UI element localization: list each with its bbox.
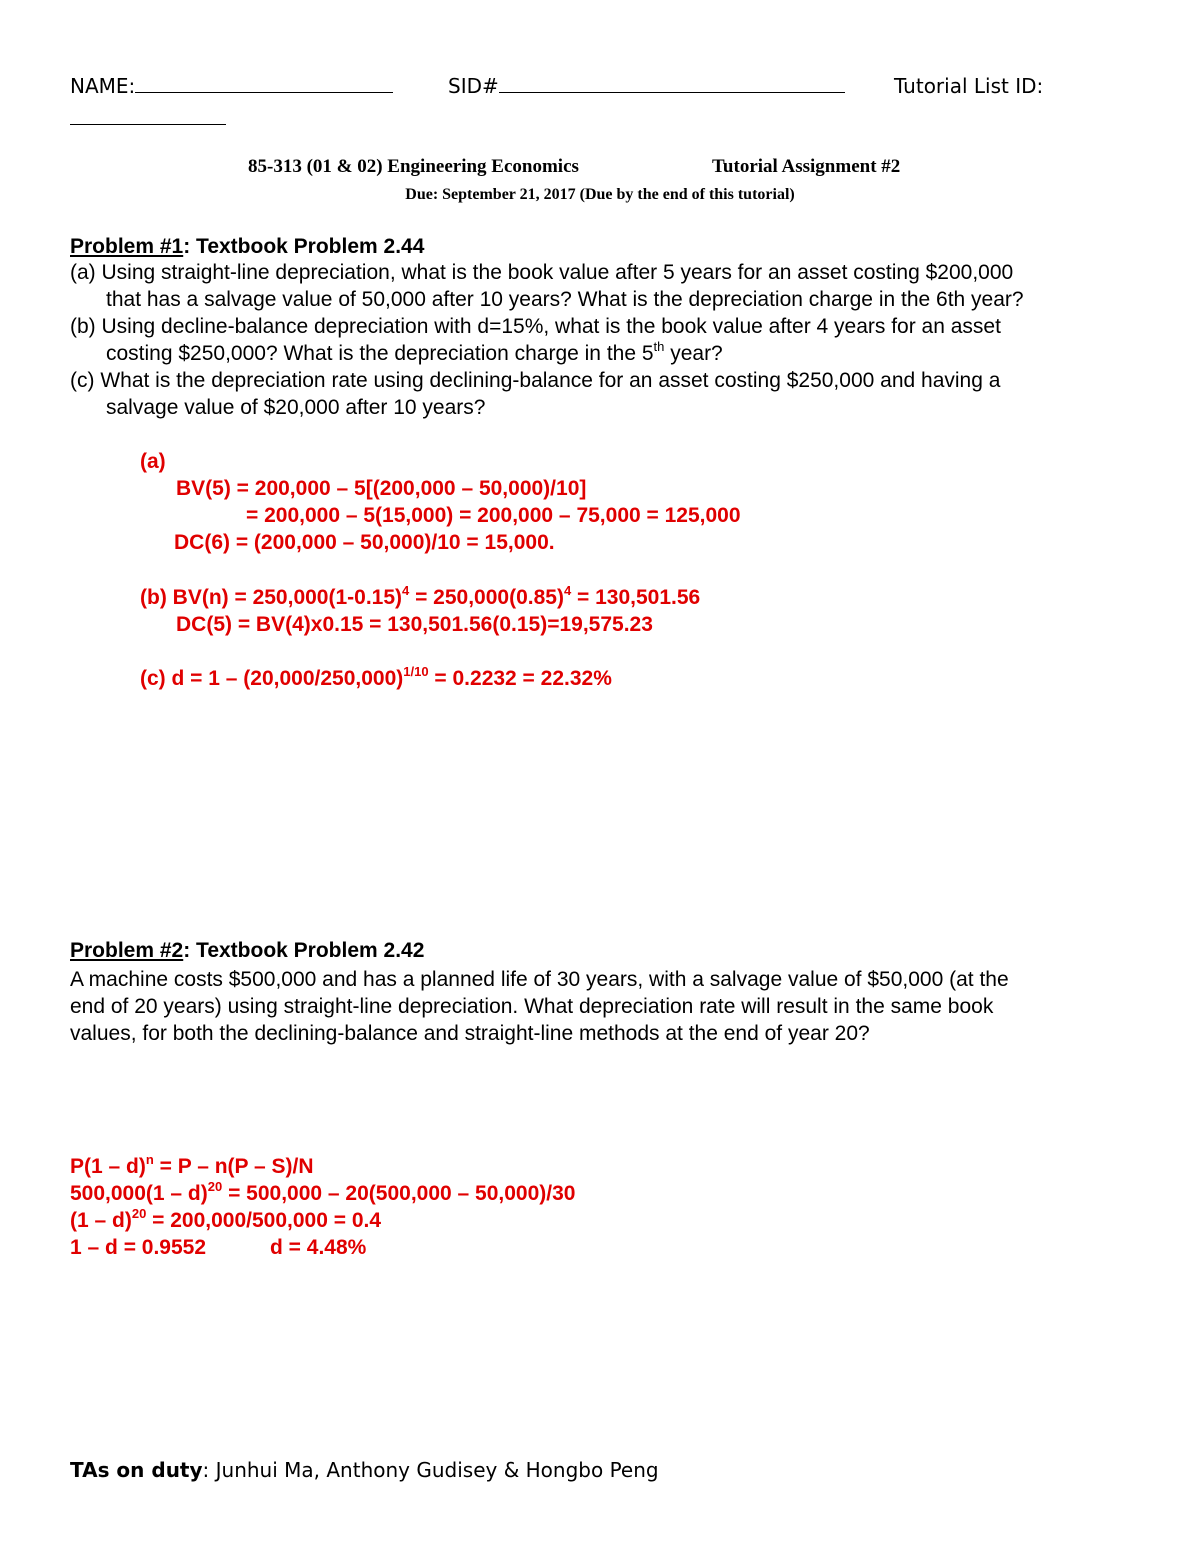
solution-2-text: = 500,000 – 20(500,000 – 50,000)/30 xyxy=(222,1182,576,1205)
problem-1-source: : Textbook Problem 2.44 xyxy=(183,235,425,258)
problem-1-label: Problem #1 xyxy=(70,235,184,258)
superscript: th xyxy=(653,339,665,354)
problem-1b-line1: (b) Using decline-balance depreciation with d=15%, what is the book value after 4 years for an asset xyxy=(70,315,1001,338)
solution-a-line2: = 200,000 – 5(15,000) = 200,000 – 75,000 = 125,000 xyxy=(246,504,741,527)
solution-2-line4a: 1 – d = 0.9552 xyxy=(70,1236,207,1259)
solution-c-line xyxy=(140,664,612,691)
solution-2-text: P(1 – d) xyxy=(70,1155,146,1178)
name-label: NAME: xyxy=(70,74,136,98)
problem-2-label: Problem #2 xyxy=(70,939,184,962)
problem-2-line1: A machine costs $500,000 and has a planned life of 30 years, with a salvage value of $50,000 (at the xyxy=(70,968,1009,991)
superscript: 20 xyxy=(207,1179,223,1194)
problem-1a-line1: (a) Using straight-line depreciation, what is the book value after 5 years for an asset costing $200,000 xyxy=(70,261,1014,284)
name-field-row xyxy=(70,74,393,98)
tutorial-id-label: Tutorial List ID: xyxy=(894,74,1044,98)
solution-b-line2: DC(5) = BV(4)x0.15 = 130,501.56(0.15)=19,575.23 xyxy=(176,613,653,636)
solution-b-text: = 130,501.56 xyxy=(571,586,701,609)
solution-b-text: (b) BV(n) = 250,000(1-0.15) xyxy=(140,586,403,609)
tas-on-duty xyxy=(70,1458,659,1482)
solution-2-line3 xyxy=(70,1206,382,1233)
superscript: 4 xyxy=(563,583,572,598)
assignment-title: Tutorial Assignment #2 xyxy=(712,156,901,177)
solution-2-line2 xyxy=(70,1179,576,1206)
solution-2-text: (1 – d) xyxy=(70,1209,132,1232)
solution-a-line3: DC(6) = (200,000 – 50,000)/10 = 15,000. xyxy=(174,531,555,554)
problem-1b-text: costing $250,000? What is the depreciation charge in the 5 xyxy=(106,342,654,365)
tas-label: TAs on duty xyxy=(70,1458,203,1482)
superscript: n xyxy=(145,1152,154,1167)
problem-1-heading xyxy=(70,235,424,259)
sid-field-row xyxy=(448,74,845,98)
problem-1b-line2 xyxy=(106,340,723,367)
problem-2-line2: end of 20 years) using straight-line depreciation. What depreciation rate will result in the same book xyxy=(70,995,994,1018)
problem-2-line3: values, for both the declining-balance and straight-line methods at the end of year 20? xyxy=(70,1022,870,1045)
solution-2-line1 xyxy=(70,1152,314,1179)
course-title: 85-313 (01 & 02) Engineering Economics xyxy=(248,156,579,177)
superscript: 1/10 xyxy=(403,664,429,679)
solution-2-line4b: d = 4.48% xyxy=(270,1236,367,1259)
problem-1c-line1: (c) What is the depreciation rate using declining-balance for an asset costing $250,000 and having a xyxy=(70,369,1001,392)
tutorial-id-blank-line[interactable] xyxy=(70,106,226,125)
sid-label: SID# xyxy=(448,74,499,98)
solution-2-text: = 200,000/500,000 = 0.4 xyxy=(146,1209,382,1232)
solution-c-text: = 0.2232 = 22.32% xyxy=(428,667,612,690)
solution-a-line1: BV(5) = 200,000 – 5[(200,000 – 50,000)/10] xyxy=(176,477,587,500)
problem-2-heading xyxy=(70,939,424,963)
sid-blank-line[interactable] xyxy=(499,74,845,93)
problem-1a-line2: that has a salvage value of 50,000 after 10 years? What is the depreciation charge in the 6th year? xyxy=(106,288,1024,311)
solution-c-text: (c) d = 1 – (20,000/250,000) xyxy=(140,667,404,690)
due-date: Due: September 21, 2017 (Due by the end of this tutorial) xyxy=(405,186,795,203)
problem-1b-text-end: year? xyxy=(664,342,723,365)
superscript: 4 xyxy=(402,583,410,598)
solution-2-text: = P – n(P – S)/N xyxy=(153,1155,314,1178)
problem-1c-line2: salvage value of $20,000 after 10 years? xyxy=(106,396,486,419)
tas-names: : Junhui Ma, Anthony Gudisey & Hongbo Peng xyxy=(202,1458,659,1482)
superscript: 20 xyxy=(131,1206,147,1221)
solution-a-label: (a) xyxy=(140,450,166,473)
solution-b-text: = 250,000(0.85) xyxy=(409,586,564,609)
solution-b-line1 xyxy=(140,583,701,610)
problem-2-source: : Textbook Problem 2.42 xyxy=(183,939,425,962)
solution-2-text: 500,000(1 – d) xyxy=(70,1182,208,1205)
name-blank-line[interactable] xyxy=(135,74,393,93)
